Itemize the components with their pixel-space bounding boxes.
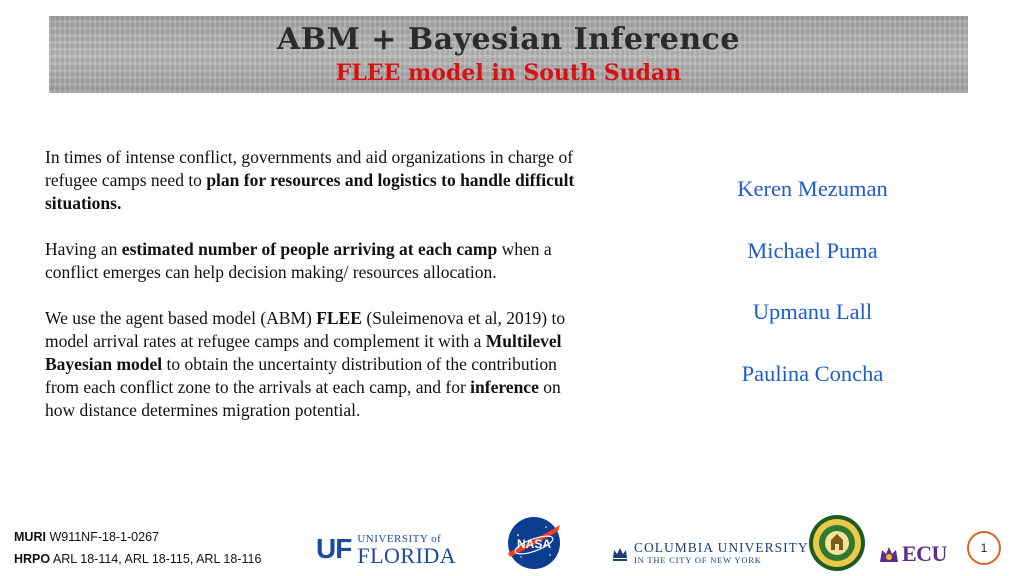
bold-text: plan for resources and logistics to handle difficult situations. — [45, 170, 575, 213]
title-banner — [49, 16, 968, 93]
ecu-text: ECU — [902, 541, 947, 566]
author-name: Keren Mezuman — [737, 176, 888, 201]
paragraph — [45, 238, 585, 284]
muri-grant — [14, 526, 261, 548]
text-run: on how distance determines migration potential. — [45, 377, 561, 420]
columbia-name: COLUMBIA UNIVERSITY — [634, 540, 809, 555]
uf-mark: UF — [316, 533, 352, 564]
text-run: to obtain the uncertainty distribution of the contribution from each conflict zone to the arrivals at each camp, and for — [45, 354, 557, 397]
slide-subtitle: FLEE model in South Sudan — [335, 60, 682, 86]
slide-title: ABM + Bayesian Inference — [276, 22, 741, 57]
muri-value: W911NF-18-1-0267 — [49, 530, 159, 544]
columbia-tagline: IN THE CITY OF NEW YORK — [634, 555, 762, 565]
author-name: Paulina Concha — [741, 360, 884, 386]
columbia-logo — [612, 541, 809, 566]
muri-label: MURI — [14, 530, 46, 544]
text-run: In times of intense conflict, governments and aid organizations in charge of refugee camps need to — [45, 147, 574, 190]
crown-icon — [612, 546, 628, 562]
nasa-text: NASA — [516, 537, 552, 551]
bold-text: estimated number of people arriving at each camp — [121, 239, 498, 259]
ecu-logo — [878, 541, 947, 567]
hrpo-value: ARL 18-114, ARL 18-115, ARL 18-116 — [52, 552, 262, 566]
text-run: when a conflict emerges can help decision making/ resources allocation. — [45, 239, 552, 282]
paragraph — [45, 146, 585, 215]
columbia-wordmark — [634, 541, 809, 566]
nasa-logo — [506, 515, 562, 571]
text-run: We use the agent based model (ABM) — [45, 308, 317, 328]
seal-icon — [808, 514, 866, 572]
page-number: 1 — [980, 541, 988, 555]
pirate-icon — [878, 544, 900, 564]
text-run: (Suleimenova et al, 2019) to model arrival rates at refugee camps and complement it with a — [45, 308, 566, 351]
uf-logo — [316, 532, 456, 566]
author-list — [700, 172, 925, 418]
bold-text: inference — [470, 377, 539, 397]
paragraph — [45, 307, 585, 422]
body-text — [45, 146, 585, 445]
bold-text: FLEE — [316, 308, 362, 328]
uf-big-text: FLORIDA — [357, 543, 457, 568]
author-name: Upmanu Lall — [752, 299, 873, 324]
uf-wordmark — [357, 532, 456, 566]
grant-info — [14, 526, 261, 570]
hrpo-grant — [14, 548, 261, 570]
bold-text: Multilevel Bayesian model — [45, 331, 562, 374]
author-name: Michael Puma — [747, 237, 878, 263]
page-number-badge — [967, 531, 1001, 565]
hrpo-label: HRPO — [14, 552, 51, 566]
uf-small-text: UNIVERSITY of — [357, 533, 442, 545]
text-run: Having an — [45, 239, 122, 259]
